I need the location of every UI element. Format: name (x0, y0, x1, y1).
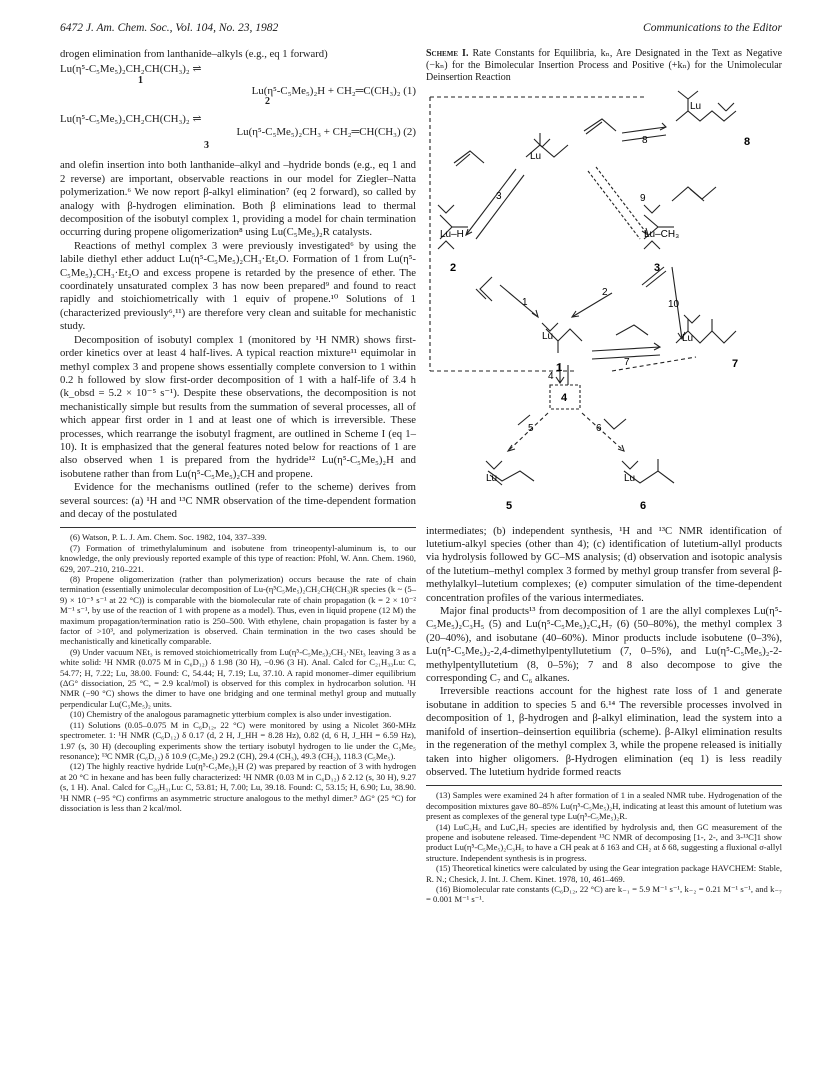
footnote-12: (12) The highly reactive hydride Lu(η⁵-C₅Me₅)₂H (2) was prepared by reaction of 3 with hydrogen at 20 °C in hexane and has been fully characterized: ¹H NMR (0.03 M in C₆D₁₂) δ 2.12 (s, 30 H), 9.27 (s, 1 H). Anal. Calcd for C₂₀H₃₁Lu: C, 53.81; H, 7.00; Lu, 39.18. Found: C, 53.15; H, 6.90; Lu, 38.90. ¹H NMR (−95 °C) confirms an asymmetric structure analogous to the methyl dimer.⁹ ΔG° (25 °C) for dissociation is less than 2 kcal/mol. (60, 761, 416, 813)
compound-label-3: 3 (654, 261, 661, 274)
propene-top (584, 119, 616, 131)
step-8: 8 (642, 134, 648, 146)
compound-label-1: 1 (556, 361, 563, 374)
left-column (60, 48, 416, 813)
isobutene-near-6 (604, 419, 626, 429)
arrow-7 (592, 347, 660, 351)
header-journal-citation: 6472 J. Am. Chem. Soc., Vol. 104, No. 23, 1982 (60, 22, 279, 34)
lu-label-1: Lu (542, 330, 554, 342)
right-paragraph-1: intermediates; (b) independent synthesis, ¹H and ¹³C NMR identification of lutetium-alkyl species (other than 4); (c) identification of lutetium-allyl products via hydrolysis followed by GC–MS analysis; (d) observation and isotopic analysis of the lutetium–methyl complex 3 formed by methyl group transfer from several β-methylalkyl–lutetium complexes; (e) computer simulation of the time-dependent concentration profiles of the various intermediates. (426, 524, 782, 604)
scheme-svg (426, 89, 782, 519)
arrow-8-fwd (622, 127, 666, 133)
step-4: 4 (548, 370, 554, 382)
step-1: 1 (522, 296, 528, 308)
step-7: 7 (624, 356, 630, 368)
header-section-title: Communications to the Editor (643, 22, 782, 34)
step-10: 10 (668, 298, 680, 310)
scheme-caption-text: Rate Constants for Equilibria, kₙ, Are Designated in the Text as Negative (−kₙ) for the Bimolecular Insertion Process and Positive (+kₙ) for the Unimolecular Deinsertion Reaction (426, 48, 783, 84)
eq1-lhs: Lu(η⁵-C₅Me₅)₂CH₂CH(CH₃)₂ ⇌ (60, 63, 202, 76)
isobutene-left (480, 277, 492, 301)
arrow-3-down (466, 169, 516, 235)
propene-step7 (616, 325, 648, 335)
step-2: 2 (602, 286, 608, 298)
step-6: 6 (596, 422, 602, 434)
lu-label-6: Lu (624, 472, 636, 484)
footnote-16: (16) Biomolecular rate constants (C₆D₁₂, 22 °C) are k₋₁ = 5.9 M⁻¹ s⁻¹, k₋₂ = 0.21 M⁻¹ s⁻¹, and k₋₇ = 0.001 M⁻¹ s⁻¹. (426, 883, 782, 905)
right-paragraph-2: Major final products¹³ from decomposition of 1 are the allyl complexes Lu(η⁵-C₅Me₅)₂C₃H₅ (5) and Lu(η⁵-C₅Me₅)₂C₄H₇ (6) (50–80%), the methyl complex 3 (20–40%), and isobutane (40–60%). Minor products include isobutene (0–3%), Lu(η⁵-C₅Me₅)₂-2,4-dimethylpentyllutetium (7, 0–5%), and Lu(η⁵-C₅Me₅)₂-2-methylpentyllutetium (8, 0–5%); 7 and 8 also decompose to give the corresponding C₇ and C₆ alkanes. (426, 605, 782, 685)
compound-label-8: 8 (744, 135, 751, 148)
eq1-rhs: Lu(η⁵-C₅Me₅)₂H + CH₂═C(CH₃)₂ (1) (251, 85, 416, 98)
footnote-8: (8) Propene oligomerization (rather than polymerization) occurs because the rate of chain termination (essentially unimolecular decomposition of Lu-(η⁵C₅Me₅)₂CH₂CH(CH₃)R species (k ~ (5–9) × 10⁻⁵ s⁻¹ at 22 °C)) is comparable with the biomolecular rate of chain propagation (k = 2 × 10⁻² M⁻¹ s⁻¹, by use of the reaction of 1 with propene as a model). Thus, even in liquid propene (12 M) the maximum propagation/termination ratio is 250–500. With ethylene, chain propagation is faster by a factor of >10³, and polymerization is observed. Chain termination in the two cases should be mechanistically and kinetically comparable. (60, 574, 416, 647)
scheme-i-diagram (426, 89, 782, 519)
compound-label-6: 6 (640, 499, 647, 512)
intro-line: drogen elimination from lanthanide–alkyls (e.g., eq 1 forward) (60, 48, 328, 60)
propene-right (672, 187, 716, 201)
footnote-14: (14) LuC₃H₅ and LuC₄H₇ species are identified by hydrolysis and, then GC measurement of the propene and isobutene released. Time-dependent ¹³C NMR of decomposing [1-, 2-, and 3-¹³C]1 show product Lu(η⁵-C₅Me₅)₂C₃H₅ to have a CH peak at δ 163 and CH₂ at δ 68, suggesting a fluxional σ-allyl structure. Independent synthesis is in progress. (426, 821, 782, 863)
eq2-lhs: Lu(η⁵-C₅Me₅)₂CH₂CH(CH₃)₂ ⇌ (60, 113, 202, 126)
scheme-caption (426, 48, 782, 85)
arrow-3-up (476, 175, 524, 239)
eq1-compound-1: 1 (138, 75, 143, 87)
lu-label-5: Lu (486, 472, 498, 484)
compound-label-2: 2 (450, 261, 457, 274)
footnote-7: (7) Formation of trimethylaluminum and isobutene from trineopentyl-aluminum is, to our knowledge, the only previously reported example of this type of reaction: Pfohl, W. Ann. Chem. 1960, 629, 207–210, 210–221. (60, 542, 416, 574)
propene-upper-right (642, 267, 664, 285)
compound-label-7: 7 (732, 357, 739, 370)
lu-label-mid: Lu (530, 150, 542, 162)
right-paragraph-3: Irreversible reactions account for the highest rate loss of 1 and generate isobutane in addition to species 5 and 6.¹⁴ The reversible processes involved in decomposition of 1, β-hydrogen and β-alkyl elimination, lead the system into a manifold of insertion–deinsertion equilibria (scheme). β-Alkyl elimination results in the regeneration of the methyl complex 3, while the propene released is initially taken into higher oligomers. β-Hydrogen elimination (eq 1) is less readily observed. The lutetium hydride formed reacts (426, 685, 782, 778)
paragraph-2: Reactions of methyl complex 3 were previously investigated⁶ by using the labile diethyl ether adduct Lu(η⁵-C₅Me₅)₂CH₃·Et₂O. Formation of 1 from Lu(η⁵-C₅Me₅)₂CH₃·Et₂O and excess propene is retarded by the presence of ether. The coordinately unsaturated complex 3 has now been prepared⁹ and found to react rapidly and stoichiometrically with 1 equiv of propene.¹⁰ Solutions of 1 (characterized previously⁶,¹¹) are therefore very clean and suitable for mechanistic study. (60, 239, 416, 333)
compound-8-chain (676, 111, 736, 121)
running-header (60, 22, 782, 42)
footnote-13: (13) Samples were examined 24 h after formation of 1 in a sealed NMR tube. Hydrogenation of the decomposition mixtures gave 80–85% Lu(η⁵-C₅Me₅)₂H, indicating at least this amount of lutetium was present as complexes of the general type Lu(η⁵-C₅Me₅)₂R. (426, 790, 782, 822)
right-column (426, 48, 782, 905)
eq2-rhs: Lu(η⁵-C₅Me₅)₂CH₃ + CH₂═CH(CH₃) (2) (236, 126, 416, 139)
lu-label-7: Lu (682, 332, 694, 344)
step-9: 9 (640, 192, 646, 204)
footnote-15: (15) Theoretical kinetics were calculated by using the Gear integration package HAVCHEM: Stable, R. N.; Chesick, J. Int. J. Chem. Kinet. 1978, 10, 461–469. (426, 863, 782, 884)
propene-left (454, 151, 484, 163)
step-3: 3 (496, 190, 502, 202)
equation-1 (60, 63, 416, 108)
paragraph-1: and olefin insertion into both lanthanide–alkyl and –hydride bonds (e.g., eq 1 and 2 reverse) are important, observable reactions in our model for Ziegler–Natta polymerization.⁶ We now report β-alkyl elimination⁷ (eq 2 forward), so called by analogy with β-hydrogen elimination. Both β eliminations lead to thermal decomposition of the isobutyl complex 1, providing a model for chain termination occurring during propene oligomerization⁸ using Lu(C₅Me₅)₂R catalysts. (60, 159, 416, 239)
lu-ch3-label: Lu–CH₃ (644, 228, 680, 240)
step-5: 5 (528, 422, 534, 434)
right-footnote-divider (426, 785, 782, 786)
scheme-label: Scheme I. (426, 48, 469, 59)
footnote-6: (6) Watson, P. L. J. Am. Chem. Soc. 1982, 104, 337–339. (70, 532, 267, 543)
compound-label-4: 4 (561, 391, 568, 404)
eq2-compound-3: 3 (204, 140, 209, 152)
footnote-11: (11) Solutions (0.05–0.075 M in C₆D₁₂, 22 °C) were monitored by using a Nicolet 360-MHz spectrometer. 1: ¹H NMR (C₆D₁₂) δ 0.17 (d, 2 H, J_HH = 8.28 Hz), 0.82 (d, 6 H, J_HH = 6.59 Hz), 1.97 (s, 30 H) (decoupling experiments show the tertiary isobutyl hydrogen to lie under the C₅Me₅ resonance); ¹³C NMR (C₆D₁₂) δ 10.9 (C₅Me₅) 29.2 (CH), 29.4 (CH₃), 49.3 (CH₂), 118.3 (C₅Me₅). (60, 719, 416, 761)
paragraph-3: Decomposition of isobutyl complex 1 (monitored by ¹H NMR) shows first-order kinetics over at least 4 half-lives. A typical reaction mixture¹¹ equimolar in methyl complex 3 and propene shows essentially complete conversion to 1 within 0.2 h followed by slow first-order decomposition of 1 with a half-life of 3.4 h (k_obsd = 5.2 × 10⁻⁵ s⁻¹). Despite these observations, the decomposition is not mechanistically simple but results from the summation of several processes, all of which appear first order in 1 and at least one of which is irreversible. These processes, which rearrange the isobutyl fragment, are outlined in Scheme I (eq 1–10). It is emphasized that the general features noted below for reactions of 1 are also observed when 1 is prepared from the hydride¹² Lu(η⁵-C₅Me₅)₂H and isobutene rather than from Lu(η⁵-C₅Me₅)₂CH and propene. (60, 333, 416, 480)
arrow-9 (588, 171, 640, 239)
arrow-6 (582, 413, 624, 451)
lu-h-label: Lu–H (440, 228, 464, 240)
eq1-compound-2: 2 (265, 96, 270, 108)
equation-2 (60, 113, 416, 155)
arrow-1 (500, 285, 538, 317)
footnote-10: (10) Chemistry of the analogous paramagnetic ytterbium complex is also under investigation. (70, 709, 392, 720)
lu-label-8: Lu (690, 100, 702, 112)
paragraph-4: Evidence for the mechanisms outlined (refer to the scheme) derives from several sources: (a) ¹H and ¹³C NMR observation of the time-dependent formation and decay of the postulated (60, 481, 416, 520)
footnote-divider (60, 527, 416, 528)
compound-label-5: 5 (506, 499, 513, 512)
footnote-9: (9) Under vacuum NEt₃ is removed stoichiometrically from Lu(η⁵-C₅Me₅)₂CH₃·NEt₃ leaving 3 as a white solid: ¹H NMR (0.075 M in C₆D₁₂) δ 1.98 (30 H), −0.96 (3 H). Anal. Calcd for C₂₁H₃₃Lu: C, 54.77; H, 7.22; Lu, 38.00. Found: C, 54.44; H, 7.19; Lu, 37.10. A rapid monomer–dimer equilibrium (ΔG° dissociation, 25 °C, = 2.9 kcal/mol) is observed for this complex in hydrocarbon solution. ¹H NMR (−90 °C) shows the dimer to have one bridging and one terminal methyl group and mutually perpendicular Lu(C₅Me₅)₂ units. (60, 646, 416, 709)
